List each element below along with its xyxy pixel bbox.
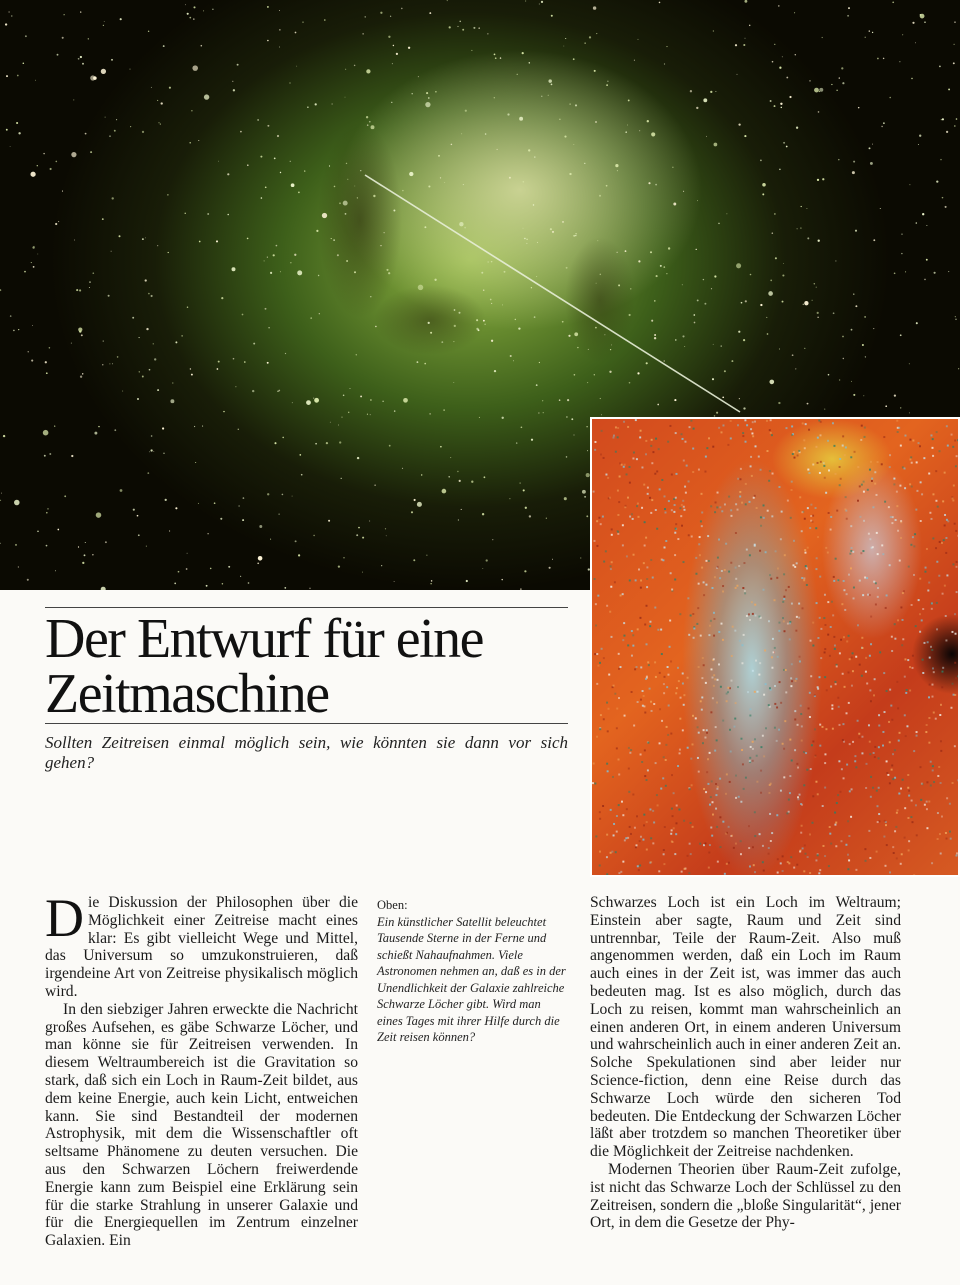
photo-caption bbox=[377, 897, 567, 1046]
body-paragraph-3: Schwarzes Loch ist ein Loch im Weltraum; Einstein aber sagte, Raum und Zeit sind untrennbar, Teile der Raum-Zeit. Also muß angenommen werden, daß ein Loch im Raum auch eines in der Zeit ist, was immer das auch bedeuten mag. Ist es also möglich, durch das Loch zu reisen, kommt man wahrscheinlich an einen anderen Ort, in einem anderen Universum und wahrscheinlich auch in einer anderen Zeit an. Solche Spekulationen sind aber leider nur Science-fiction, denn eine Reise durch das Schwarze Loch würde den sicheren Tod bedeuten. Die Entdeckung der Schwarzen Löcher läßt aber trotzdem so manchen Theoretiker über die Möglichkeit der Zeitreise nachdenken. bbox=[590, 894, 901, 1161]
body-paragraph-1 bbox=[45, 888, 358, 1001]
body-paragraph-4: Modernen Theorien über Raum-Zeit zufolge, ist nicht das Schwarze Loch der Schlüssel zu den Zeitreisen, sondern die „bloße Singularität“, jener Ort, in dem die Gesetze der Phy- bbox=[590, 1160, 901, 1232]
body-column-3 bbox=[590, 894, 901, 1232]
body-column-1 bbox=[45, 888, 358, 1250]
nebula-photo bbox=[590, 417, 960, 877]
article-standfirst: Sollten Zeitreisen einmal möglich sein, wie könnten sie dann vor sich gehen? bbox=[45, 733, 568, 772]
article-headline: Der Entwurf für eine Zeitmaschine bbox=[45, 608, 484, 725]
satellite-trail bbox=[365, 175, 740, 412]
body-paragraph-2: In den siebziger Jahren erweckte die Nachricht großes Aufsehen, es gäbe Schwarze Löcher, und man könne sie für Zeitreisen verwenden. In diesem Weltraumbereich ist die Gravitation so stark, daß sich ein Loch in Raum-Zeit bildet, aus dem keine Energie, auch kein Licht, entweichen kann. Sie sind Bestandteil der modernen Astrophysik, mit dem die Wissenschaftler oft seltsame Phänomene zu deuten versuchen. Die aus den Schwarzen Löchern freiwerdende Energie kann zum Beispiel eine Erklärung sein für die starke Strahlung in unserer Galaxie und für die Energiequellen im Zentrum einzelner Galaxien. Ein bbox=[45, 1000, 358, 1250]
nebula-speckle bbox=[592, 419, 958, 875]
caption-text: Ein künstlicher Satellit beleuchtet Tausende Sterne in der Ferne und schießt Nahaufnahmen. Viele Astronomen nehmen an, daß es in der Unendlichkeit der Galaxie zahlreiche Schwarze Löcher gibt. Wird man eines Tages mit ihrer Hilfe durch die Zeit reisen können? bbox=[377, 914, 566, 1044]
body-paragraph-1-text: ie Diskussion der Philosophen über die Möglichkeit einer Zeitreise macht eines klar: Es gibt vielleicht Wege und Mittel, das Universum so umzukonstruieren, daß irgendeine Art von Zeitreise physikalisch möglich wird. bbox=[45, 894, 358, 1000]
caption-label: Oben: bbox=[377, 898, 408, 912]
headline-rule-bottom bbox=[45, 723, 568, 724]
drop-cap: D bbox=[45, 888, 84, 948]
